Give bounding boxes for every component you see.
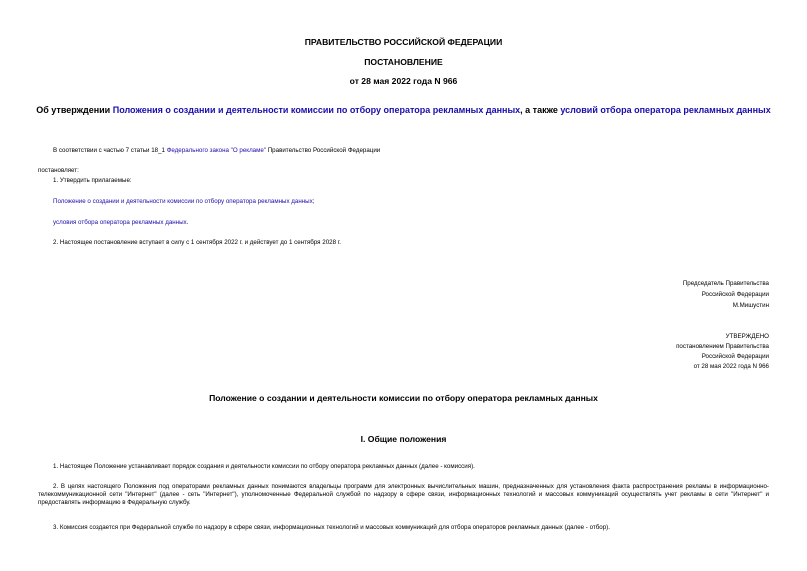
approved-country: Российской Федерации xyxy=(701,353,769,360)
signature-name: М.Мишустин xyxy=(732,302,769,309)
title-prefix: Об утверждении xyxy=(36,105,113,115)
approved-by: постановлением Правительства xyxy=(676,343,769,350)
title-link-conditions[interactable]: условий отбора оператора рекламных данных xyxy=(560,105,771,115)
signature-country: Российской Федерации xyxy=(701,291,769,298)
document-date-number: от 28 мая 2022 года N 966 xyxy=(349,76,458,86)
title-link-regulation[interactable]: Положения о создании и деятельности комиссии по отбору оператора рекламных данных xyxy=(112,105,521,115)
signature-position: Председатель Правительства xyxy=(682,280,769,287)
paragraph-2: 2. В целях настоящего Положения под операторами рекламных данных понимаются владельцы программ для электронных вычислительных машин, предназначенных для установления факта распространения рекламы в информационно-телекоммуникационной сети "Интернет" (далее - сеть "Интернет"), уполномоченные Федеральной службой по надзору в сфере связи, информационных технологий и массовых коммуникаций осуществлять учет рекламы в сети "Интернет" и предоставлять информацию в Федеральную службу. xyxy=(38,483,769,506)
document-title xyxy=(0,105,807,115)
item-1: 1. Утвердить прилагаемые: xyxy=(53,177,132,184)
section-heading: I. Общие положения xyxy=(360,434,447,444)
decrees-word: постановляет: xyxy=(38,167,79,174)
preamble xyxy=(53,147,380,155)
approved-stamp: УТВЕРЖДЕНО xyxy=(725,333,769,340)
item-2: 2. Настоящее постановление вступает в силу с 1 сентября 2022 г. и действует до 1 сентября 2028 г. xyxy=(53,239,341,246)
regulation-title: Положение о создании и деятельности комиссии по отбору оператора рекламных данных xyxy=(209,393,598,403)
item-1-regulation-suffix: ; xyxy=(312,198,315,205)
item-1-regulation-link[interactable]: Положение о создании и деятельности комиссии по отбору оператора рекламных данных xyxy=(53,198,313,205)
paragraph-1: 1. Настоящее Положение устанавливает порядок создания и деятельности комиссии по отбору оператора рекламных данных (далее - комиссия). xyxy=(53,463,475,470)
preamble-law-link[interactable]: Федерального закона "О рекламе" xyxy=(166,147,267,154)
title-middle: , а также xyxy=(520,105,561,115)
item-1-conditions-suffix: . xyxy=(186,219,189,226)
document-type-heading: ПОСТАНОВЛЕНИЕ xyxy=(364,57,443,67)
approved-date: от 28 мая 2022 года N 966 xyxy=(693,363,769,370)
preamble-suffix: Правительство Российской Федерации xyxy=(266,147,381,154)
preamble-prefix: В соответствии с частью 7 статьи 18_1 xyxy=(53,147,167,154)
item-1-conditions xyxy=(53,219,188,227)
government-heading: ПРАВИТЕЛЬСТВО РОССИЙСКОЙ ФЕДЕРАЦИИ xyxy=(304,37,503,47)
paragraph-3: 3. Комиссия создается при Федеральной службе по надзору в сфере связи, информационных технологий и массовых коммуникаций для отбора операторов рекламных данных (далее - отбор). xyxy=(53,524,610,531)
item-1-conditions-link[interactable]: условия отбора оператора рекламных данных xyxy=(53,219,187,226)
item-1-regulation xyxy=(53,198,314,206)
